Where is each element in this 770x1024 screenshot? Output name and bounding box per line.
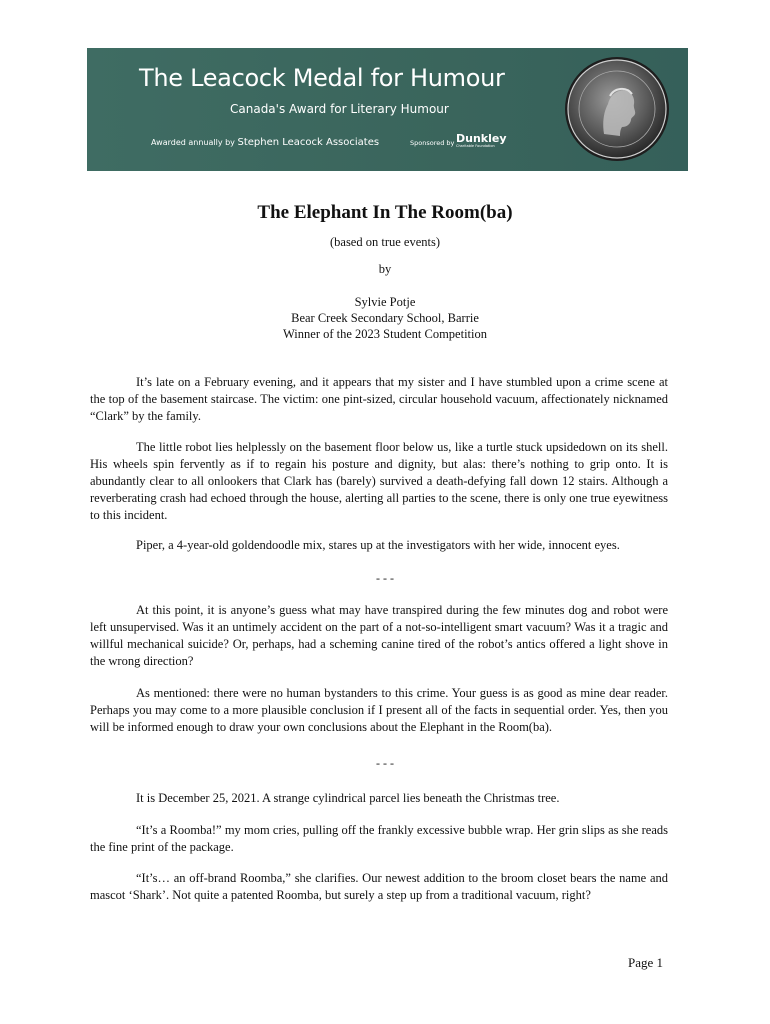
paragraph: The little robot lies helplessly on the basement floor below us, like a turtle stuck upsidedown on its shell. His wheels spin fervently as if to regain his posture and dignity, but alas: there’s nothing to grip onto. It is abundantly clear to all onlookers that Clark has (barely) survived a death-defying fall down 12 stairs. Although a reverberating crash had echoed through the house, alerting all parties to the scene, there is only one true eyewitness to this incident. (90, 440, 668, 522)
awarded-prefix: Awarded annually by (151, 138, 238, 147)
sponsor-sub: Charitable Foundation (456, 144, 495, 148)
paragraph: At this point, it is anyone’s guess what may have transpired during the few minutes dog and robot were left unsupervised. Was it an untimely accident on the part of a not-so-intelligent smart vacuum? Was it a tragic and willful mechanical suicide? Or, perhaps, had a scheming canine tired of the robot’s antics offered a light shove in the wrong direction? (90, 603, 668, 668)
section-separator: - - - (376, 756, 394, 770)
paragraph: It’s late on a February evening, and it appears that my sister and I have stumbled upon a crime scene at the top of the basement staircase. The victim: one pint-sized, circular household vacuum, affectionately nicknamed “Clark” by the family. (90, 375, 668, 423)
sponsor-logo (456, 133, 507, 149)
banner-awarded-by (151, 137, 379, 148)
paragraph: As mentioned: there were no human bystanders to this crime. Your guess is as good as mine dear reader. Perhaps you may come to a more plausible conclusion if I present all of the facts in sequential order. Yes, then you will be informed enough to draw your own conclusions about the Elephant in the Room(ba). (90, 686, 668, 734)
sponsored-label: Sponsored by (410, 139, 455, 147)
story-subtitle: (based on true events) (329, 235, 441, 249)
medal-image (564, 56, 670, 162)
banner-subtitle: Canada's Award for Literary Humour (230, 102, 449, 116)
author-school: Bear Creek Secondary School, Barrie (291, 311, 479, 325)
banner-title: The Leacock Medal for Humour (139, 64, 505, 92)
awarded-org: Stephen Leacock Associates (237, 137, 380, 148)
paragraph: “It’s… an off-brand Roomba,” she clarifies. Our newest addition to the broom closet bears the name and mascot ‘Shark’. Not quite a patented Roomba, but surely a step up from a traditional vacuum, right? (90, 871, 668, 902)
header-banner (87, 48, 688, 171)
paragraph: Piper, a 4-year-old goldendoodle mix, stares up at the investigators with her wide, innocent eyes. (136, 538, 620, 552)
author-award: Winner of the 2023 Student Competition (283, 327, 487, 341)
section-separator: - - - (376, 571, 394, 585)
story-title: The Elephant In The Room(ba) (257, 202, 513, 223)
story-by: by (378, 262, 392, 276)
author-name: Sylvie Potje (354, 295, 416, 309)
page-number: Page 1 (628, 955, 664, 970)
paragraph: “It’s a Roomba!” my mom cries, pulling off the frankly excessive bubble wrap. Her grin slips as she reads the fine print of the package. (90, 823, 668, 854)
paragraph: It is December 25, 2021. A strange cylindrical parcel lies beneath the Christmas tree. (136, 791, 560, 805)
sponsor-name: Dunkley (456, 132, 507, 145)
